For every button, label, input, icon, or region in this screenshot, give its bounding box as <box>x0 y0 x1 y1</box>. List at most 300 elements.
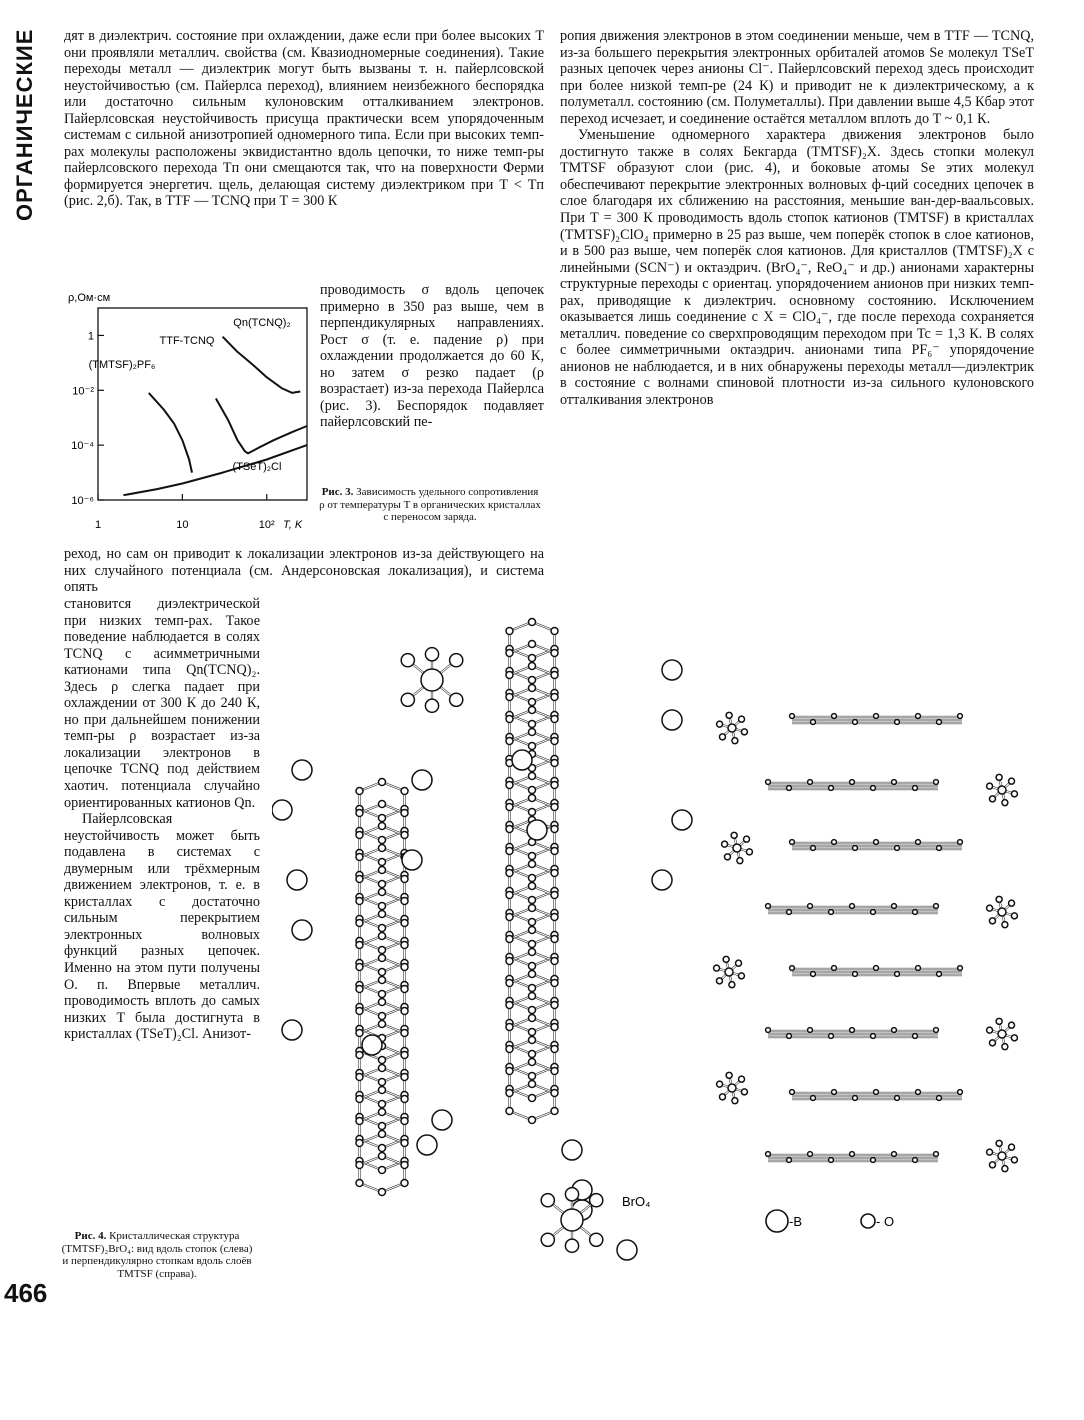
atom-circle <box>787 1034 792 1039</box>
atom-circle <box>551 716 558 723</box>
atom-circle <box>937 1096 942 1101</box>
atom-circle <box>874 966 879 971</box>
atom-circle <box>850 1152 855 1157</box>
atom-circle <box>724 854 730 860</box>
atom-circle <box>551 1108 558 1115</box>
atom-circle <box>529 1059 536 1066</box>
figure3-caption-text: Зависимость удельного сопротивления ρ от температуры T в органических кристаллах с переносом заряда. <box>319 486 541 523</box>
layer-view-right <box>714 712 1018 1171</box>
atom-circle <box>551 650 558 657</box>
series-line-1 <box>223 337 301 393</box>
atom-circle <box>417 1135 437 1155</box>
atom-circle <box>506 1068 513 1075</box>
atom-circle <box>379 947 386 954</box>
atom-circle <box>996 1018 1002 1024</box>
atom-circle <box>766 904 771 909</box>
atom-circle <box>379 1189 386 1196</box>
atom-circle <box>529 1081 536 1088</box>
atom-circle <box>725 968 733 976</box>
atom-circle <box>937 972 942 977</box>
atom-circle <box>379 955 386 962</box>
atom-circle <box>356 832 363 839</box>
atom-circle <box>1002 800 1008 806</box>
atom-circle <box>958 966 963 971</box>
atom-circle <box>916 714 921 719</box>
atom-circle <box>506 1108 513 1115</box>
atom-circle <box>934 1152 939 1157</box>
atom-circle <box>506 914 513 921</box>
atom-circle <box>356 1096 363 1103</box>
series-label-1: Qn(TCNQ)₂ <box>233 317 291 329</box>
atom-circle <box>1009 1144 1015 1150</box>
atom-circle <box>551 958 558 965</box>
atom-circle <box>853 846 858 851</box>
atom-circle <box>732 1098 738 1104</box>
x-tick-label: 1 <box>94 519 102 531</box>
atom-circle <box>1009 900 1015 906</box>
atom-circle <box>529 897 536 904</box>
atom-circle <box>892 904 897 909</box>
atom-circle <box>551 1068 558 1075</box>
atom-circle <box>379 1153 386 1160</box>
atom-circle <box>379 1021 386 1028</box>
atom-circle <box>853 720 858 725</box>
stack-view-left <box>272 619 692 1261</box>
atom-circle <box>672 810 692 830</box>
right-column-text <box>560 28 1034 409</box>
atom-circle <box>379 1079 386 1086</box>
atom-circle <box>913 910 918 915</box>
atom-circle <box>739 1076 745 1082</box>
atom-circle <box>356 876 363 883</box>
atom-circle <box>998 908 1006 916</box>
atom-circle <box>934 780 939 785</box>
atom-circle <box>766 1028 771 1033</box>
atom-circle <box>506 936 513 943</box>
atom-circle <box>529 1095 536 1102</box>
atom-circle <box>287 870 307 890</box>
legend-o-label: - O <box>876 1214 895 1229</box>
atom-circle <box>551 892 558 899</box>
atom-circle <box>829 786 834 791</box>
atom-circle <box>401 1008 408 1015</box>
atom-circle <box>506 694 513 701</box>
atom-circle <box>850 904 855 909</box>
atom-circle <box>871 786 876 791</box>
atom-circle <box>790 714 795 719</box>
atom-circle <box>401 832 408 839</box>
atom-circle <box>717 1081 723 1087</box>
atom-circle <box>529 875 536 882</box>
atom-circle <box>506 628 513 635</box>
atom-circle <box>808 1028 813 1033</box>
atom-circle <box>934 904 939 909</box>
left-below-chart-paragraph <box>64 546 544 596</box>
series-label-4: (TSeT)₂Cl <box>232 461 282 473</box>
atom-circle <box>401 654 414 667</box>
atom-circle <box>529 1037 536 1044</box>
atom-circle <box>987 1149 993 1155</box>
atom-circle <box>506 1090 513 1097</box>
atom-circle <box>716 978 722 984</box>
atom-circle <box>379 881 386 888</box>
atom-circle <box>808 904 813 909</box>
atom-circle <box>726 1072 732 1078</box>
atom-circle <box>379 977 386 984</box>
atom-circle <box>722 841 728 847</box>
atom-circle <box>808 1152 813 1157</box>
atom-circle <box>551 870 558 877</box>
y-tick-label: 10⁻² <box>72 385 94 398</box>
left-narrow-column <box>64 596 260 1043</box>
atom-circle <box>356 920 363 927</box>
atom-circle <box>729 982 735 988</box>
series-line-3 <box>149 393 192 473</box>
atom-circle <box>529 949 536 956</box>
atom-circle <box>996 1140 1002 1146</box>
atom-circle <box>892 780 897 785</box>
atom-circle <box>529 773 536 780</box>
atom-circle <box>292 760 312 780</box>
atom-circle <box>379 889 386 896</box>
atom-circle <box>998 786 1006 794</box>
atom-circle <box>379 1109 386 1116</box>
atom-circle <box>871 910 876 915</box>
atom-circle <box>551 1046 558 1053</box>
atom-circle <box>356 1008 363 1015</box>
atom-circle <box>811 846 816 851</box>
atom-circle <box>379 1057 386 1064</box>
atom-circle <box>790 840 795 845</box>
figure3-caption-label: Рис. 3. <box>321 486 354 498</box>
atom-circle <box>790 966 795 971</box>
atom-circle <box>652 870 672 890</box>
atom-circle <box>506 650 513 657</box>
atom-circle <box>401 986 408 993</box>
legend-o-atom-icon <box>861 1214 875 1228</box>
crystal-structure-svg <box>272 600 1072 1340</box>
atom-circle <box>913 1034 918 1039</box>
atom-circle <box>737 858 743 864</box>
atom-circle <box>590 1233 603 1246</box>
atom-circle <box>506 782 513 789</box>
atom-circle <box>401 1096 408 1103</box>
atom-circle <box>379 845 386 852</box>
atom-circle <box>379 823 386 830</box>
atom-circle <box>551 1090 558 1097</box>
atom-circle <box>529 655 536 662</box>
atom-circle <box>853 972 858 977</box>
atom-circle <box>512 750 532 770</box>
atom-circle <box>282 1020 302 1040</box>
atom-circle <box>401 1118 408 1125</box>
beside-chart-text: проводимость σ вдоль цепочек примерно в 350 раз выше, чем в перпендикулярных направлениях. Рост σ (т. е. падение ρ) при охлаждении продолжается до 60 К, но затем σ резко падает (ρ возрастает) из-за перехода Пайерлса (рис. 3). Беспорядок подавляет пайерлсовский пе- <box>320 282 544 431</box>
atom-circle <box>529 993 536 1000</box>
x-tick-label: 10² <box>258 519 275 531</box>
atom-circle <box>987 783 993 789</box>
atom-circle <box>529 699 536 706</box>
atom-circle <box>450 654 463 667</box>
series-line-2 <box>216 399 307 454</box>
figure4-caption-text: Кристаллическая структура (TMTSF)₂BrO₄: вид вдоль стопок (слева) и перпендикулярно стопкам вдоль слоёв TMTSF (справа). <box>61 1230 253 1280</box>
atom-circle <box>379 801 386 808</box>
atom-circle <box>746 849 752 855</box>
atom-circle <box>871 1158 876 1163</box>
atom-circle <box>379 911 386 918</box>
atom-circle <box>529 707 536 714</box>
bro4-label: BrO₄ <box>622 1194 651 1209</box>
atom-circle <box>741 1089 747 1095</box>
atom-circle <box>529 883 536 890</box>
atom-circle <box>913 1158 918 1163</box>
atom-circle <box>829 1034 834 1039</box>
y-tick-label: 10⁻⁶ <box>71 495 94 507</box>
atom-circle <box>551 782 558 789</box>
atom-circle <box>736 960 742 966</box>
atom-circle <box>662 660 682 680</box>
atom-circle <box>1009 778 1015 784</box>
atom-circle <box>832 714 837 719</box>
atom-circle <box>506 892 513 899</box>
atom-circle <box>529 721 536 728</box>
atom-circle <box>551 848 558 855</box>
atom-circle <box>529 905 536 912</box>
atom-circle <box>401 1140 408 1147</box>
atom-circle <box>356 1180 363 1187</box>
atom-circle <box>738 973 744 979</box>
atom-circle <box>551 628 558 635</box>
atom-circle <box>506 980 513 987</box>
atom-circle <box>506 716 513 723</box>
atom-circle <box>551 914 558 921</box>
atom-circle <box>356 942 363 949</box>
atom-circle <box>913 786 918 791</box>
atom-circle <box>934 1028 939 1033</box>
atom-circle <box>529 1051 536 1058</box>
narrow-paragraph-2: Пайерлсовская неустойчивость может быть подавлена в системах с двумерным или трёхмерным движением электронов, т. е. в кристаллах с достаточно сильным перекрытием электронных волновых функций разных цепочек. Именно на этом пути получены О. п. Впервые металлич. проводимость вплоть до самых низких T была достигнута в кристаллах (TSeT)₂Cl. Анизот- <box>64 811 260 1043</box>
atom-circle <box>728 1084 736 1092</box>
atom-circle <box>529 685 536 692</box>
atom-circle <box>356 854 363 861</box>
atom-circle <box>529 927 536 934</box>
atom-circle <box>506 804 513 811</box>
atom-circle <box>401 876 408 883</box>
atom-circle <box>744 836 750 842</box>
atom-circle <box>529 971 536 978</box>
atom-circle <box>529 1073 536 1080</box>
atom-circle <box>529 619 536 626</box>
atom-circle <box>356 1140 363 1147</box>
resistivity-chart-svg <box>62 288 314 546</box>
atom-circle <box>356 1074 363 1081</box>
atom-circle <box>719 1094 725 1100</box>
atom-circle <box>987 905 993 911</box>
atom-circle <box>356 964 363 971</box>
atom-circle <box>562 1140 582 1160</box>
y-tick-label: 1 <box>87 330 94 343</box>
atom-circle <box>450 693 463 706</box>
atom-circle <box>808 780 813 785</box>
atom-circle <box>998 1152 1006 1160</box>
atom-circle <box>529 1015 536 1022</box>
atom-circle <box>356 1030 363 1037</box>
atom-circle <box>356 898 363 905</box>
left-beside-chart-paragraph <box>320 282 544 431</box>
atom-circle <box>551 936 558 943</box>
atom-circle <box>871 1034 876 1039</box>
narrow-paragraph-1: становится диэлектрической при низких темп-рах. Такое поведение наблюдается в солях TCNQ с асимметричными катионами типа Qn(TCNQ)₂. Здесь ρ слегка падает при охлаждении от 300 К до 240 К, но при дальнейшем понижении темп-ры ρ возрастает из-за локализации электронов в цепочке TCNQ под действием хаотич. потенциала случайно ориентированных катионов Qn. <box>64 596 260 811</box>
atom-circle <box>811 720 816 725</box>
right-paragraph-2: Уменьшение одномерного характера движения электронов было достигнуто также в солях Бекгарда (TMTSF)₂X. Здесь стопки молекул TMTSF образуют слои (рис. 4), и боковые атомы Se этих молекул обеспечивают перекрытие электронных волновых ф-ций соседних цепочек в слое благодаря их сближению на расстояния, меньшие ван-дер-ваальсовых. При T = 300 К проводимость вдоль стопок катионов (TMTSF) в кристаллах (TMTSF)₂ClO₄ примерно в 25 раз выше, чем поперёк стопок в слое катионов, и в 500 раз выше, чем поперёк слоя катионов. Для кристаллов (TMTSF)₂X с линейными (SCN⁻) и октаэдрич. (BrO₄⁻, ReO₄⁻ и др.) анионами характерны структурные переходы с ориентац. упорядочением анионов при низких темп-рах, приводящие к диэлектрич. основному состоянию. Исключением оказывается лишь соединение с X = ClO₄⁻, где после перехода сохраняется металлич. поведение со сверхпроводящим переходом при Tc = 1,3 К. В солях с более симметричными октаэдрич. анионами типа PF₆⁻ упорядочение анионов не наблюдается, и в них обнаружены переходы металл—диэлектрик в состояние с волнами спиновой плотности из-за сильного кулоновского отталкивания электронов <box>560 127 1034 409</box>
atom-circle <box>379 933 386 940</box>
atom-circle <box>292 920 312 940</box>
atom-circle <box>529 795 536 802</box>
atom-circle <box>506 958 513 965</box>
atom-circle <box>506 826 513 833</box>
atom-circle <box>529 919 536 926</box>
atom-circle <box>617 1240 637 1260</box>
atom-circle <box>401 693 414 706</box>
atom-circle <box>832 1090 837 1095</box>
atom-circle <box>379 969 386 976</box>
atom-circle <box>996 774 1002 780</box>
figure4-caption <box>58 1230 256 1280</box>
atom-circle <box>401 1052 408 1059</box>
atom-circle <box>662 710 682 730</box>
atom-circle <box>829 1158 834 1163</box>
atom-circle <box>1009 1022 1015 1028</box>
atom-circle <box>892 1028 897 1033</box>
atom-circle <box>356 1118 363 1125</box>
atom-circle <box>916 966 921 971</box>
atom-circle <box>832 966 837 971</box>
atom-circle <box>739 716 745 722</box>
atom-circle <box>1002 1044 1008 1050</box>
atom-circle <box>723 956 729 962</box>
below-chart-text: реход, но сам он приводит к локализации электронов из-за действующего на них случайного потенциала (см. Андерсоновская локализация), и система опять <box>64 546 544 596</box>
atom-circle <box>766 1152 771 1157</box>
atom-circle <box>790 1090 795 1095</box>
figure3-caption <box>318 486 542 524</box>
atom-circle <box>714 965 720 971</box>
atom-circle <box>787 910 792 915</box>
legend-b-atom-icon <box>766 1210 788 1232</box>
x-axis-label: T, K <box>283 519 303 531</box>
atom-circle <box>958 840 963 845</box>
atom-circle <box>726 712 732 718</box>
atom-circle <box>958 1090 963 1095</box>
atom-circle <box>1002 1166 1008 1172</box>
atom-circle <box>529 663 536 670</box>
atom-circle <box>529 787 536 794</box>
atom-circle <box>401 810 408 817</box>
page-number: 466 <box>4 1278 48 1308</box>
atom-circle <box>719 734 725 740</box>
atom-circle <box>551 980 558 987</box>
atom-circle <box>551 672 558 679</box>
atom-circle <box>874 840 879 845</box>
atom-circle <box>529 941 536 948</box>
atom-circle <box>529 677 536 684</box>
atom-circle <box>766 780 771 785</box>
atom-circle <box>787 786 792 791</box>
atom-circle <box>850 1028 855 1033</box>
atom-circle <box>379 1131 386 1138</box>
atom-circle <box>506 870 513 877</box>
atom-circle <box>937 846 942 851</box>
atom-circle <box>379 1013 386 1020</box>
atom-circle <box>895 1096 900 1101</box>
atom-circle <box>529 641 536 648</box>
atom-circle <box>731 832 737 838</box>
atom-circle <box>506 738 513 745</box>
atom-circle <box>832 840 837 845</box>
atom-circle <box>551 1024 558 1031</box>
atom-circle <box>1011 1157 1017 1163</box>
atom-circle <box>989 796 995 802</box>
atom-circle <box>506 1024 513 1031</box>
atom-circle <box>1002 922 1008 928</box>
atom-circle <box>853 1096 858 1101</box>
atom-circle <box>421 669 443 691</box>
atom-circle <box>529 861 536 868</box>
atom-circle <box>425 699 438 712</box>
atom-circle <box>874 714 879 719</box>
atom-circle <box>379 1087 386 1094</box>
atom-circle <box>379 1145 386 1152</box>
atom-circle <box>565 1239 578 1252</box>
atom-circle <box>541 1194 554 1207</box>
atom-circle <box>811 1096 816 1101</box>
atom-circle <box>401 920 408 927</box>
atom-circle <box>379 999 386 1006</box>
atom-circle <box>551 1002 558 1009</box>
atom-circle <box>432 1110 452 1130</box>
atom-circle <box>733 844 741 852</box>
atom-circle <box>989 918 995 924</box>
atom-circle <box>529 985 536 992</box>
atom-circle <box>401 1162 408 1169</box>
atom-circle <box>506 672 513 679</box>
atom-circle <box>565 1188 578 1201</box>
atom-circle <box>506 1046 513 1053</box>
atom-circle <box>529 743 536 750</box>
atom-circle <box>401 1180 408 1187</box>
atom-circle <box>272 800 292 820</box>
atom-circle <box>529 963 536 970</box>
atom-circle <box>412 770 432 790</box>
atom-circle <box>732 738 738 744</box>
atom-circle <box>379 815 386 822</box>
atom-circle <box>529 1117 536 1124</box>
atom-circle <box>850 780 855 785</box>
atom-circle <box>401 1030 408 1037</box>
atom-circle <box>937 720 942 725</box>
atom-circle <box>529 1029 536 1036</box>
atom-circle <box>561 1209 583 1231</box>
atom-circle <box>998 1030 1006 1038</box>
atom-circle <box>874 1090 879 1095</box>
atom-circle <box>379 1065 386 1072</box>
atom-circle <box>402 850 422 870</box>
atom-circle <box>529 809 536 816</box>
atom-circle <box>379 925 386 932</box>
atom-circle <box>379 1101 386 1108</box>
right-paragraph-1: ропия движения электронов в этом соединении меньше, чем в TTF — TCNQ, из-за большего перекрытия электронных орбиталей атомов Se молекул TSeT разных цепочек через анионы Cl⁻. Пайерлсовский переход здесь происходит при более низкой темп-ре (24 К) и приводит не к диэлектрическому, а к полуметалл. состоянию (см. Полуметаллы). При давлении выше 4,5 Кбар этот переход исчезает, и соединение остаётся металлом вплоть до T ~ 0,1 К. <box>560 28 1034 127</box>
figure3-chart <box>62 288 314 546</box>
atom-circle <box>379 1123 386 1130</box>
atom-circle <box>541 1233 554 1246</box>
